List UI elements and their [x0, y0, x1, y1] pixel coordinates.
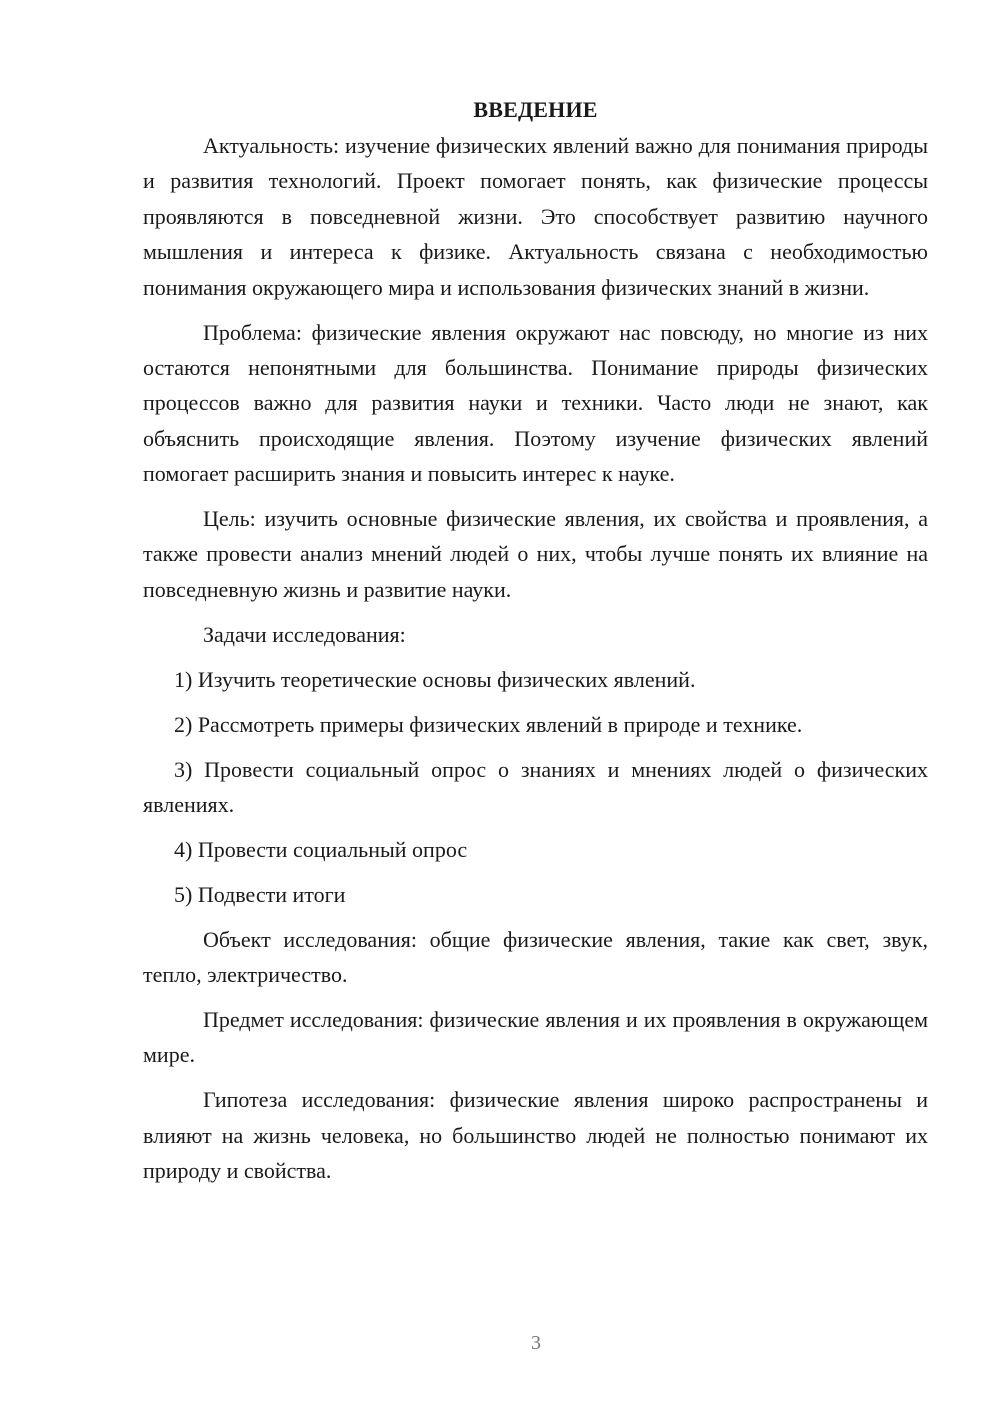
task-item: 4) Провести социальный опрос: [174, 836, 468, 862]
paragraph-tasks-heading: Задачи исследования:: [203, 621, 406, 647]
task-item: 1) Изучить теоретические основы физических явлений.: [174, 666, 696, 692]
paragraph-goal: Цель: изучить основные физические явления, их свойства и проявления, а также провести анализ мнений людей о них, чтобы лучше понять их влияние на повседневную жизнь и развитие науки.: [143, 506, 928, 602]
task-item: 2) Рассмотреть примеры физических явлений в природе и технике.: [174, 711, 803, 737]
page-number: 3: [531, 1332, 541, 1354]
task-item: 3) Провести социальный опрос о знаниях и мнениях людей о физических явлениях.: [143, 756, 928, 817]
paragraph-relevance: Актуальность: изучение физических явлений важно для понимания природы и развития технологий. Проект помогает понять, как физические процессы проявляются в повседневной жизни. Это способствует развитию научного мышления и интереса к физике. Актуальность связана с необходимостью понимания окружающего мира и использования физических знаний в жизни.: [143, 133, 928, 300]
paragraph-object: Объект исследования: общие физические явления, такие как свет, звук, тепло, электричество.: [143, 926, 928, 988]
task-item: 5) Подвести итоги: [174, 881, 346, 907]
paragraph-subject: Предмет исследования: физические явления и их проявления в окружающем мире.: [143, 1006, 928, 1068]
paragraph-problem: Проблема: физические явления окружают нас повсюду, но многие из них остаются непонятными для большинства. Понимание природы физических процессов важно для развития науки и техники. Часто люди не знают, как объяснить происходящие явления. Поэтому изучение физических явлений помогает расширить знания и повысить интерес к науке.: [143, 319, 928, 487]
document-page: [143, 92, 928, 1198]
paragraph-hypothesis: Гипотеза исследования: физические явления широко распространены и влияют на жизнь человека, но большинство людей не полностью понимают их природу и свойства.: [143, 1087, 928, 1184]
section-title: ВВЕДЕНИЕ: [473, 97, 598, 122]
